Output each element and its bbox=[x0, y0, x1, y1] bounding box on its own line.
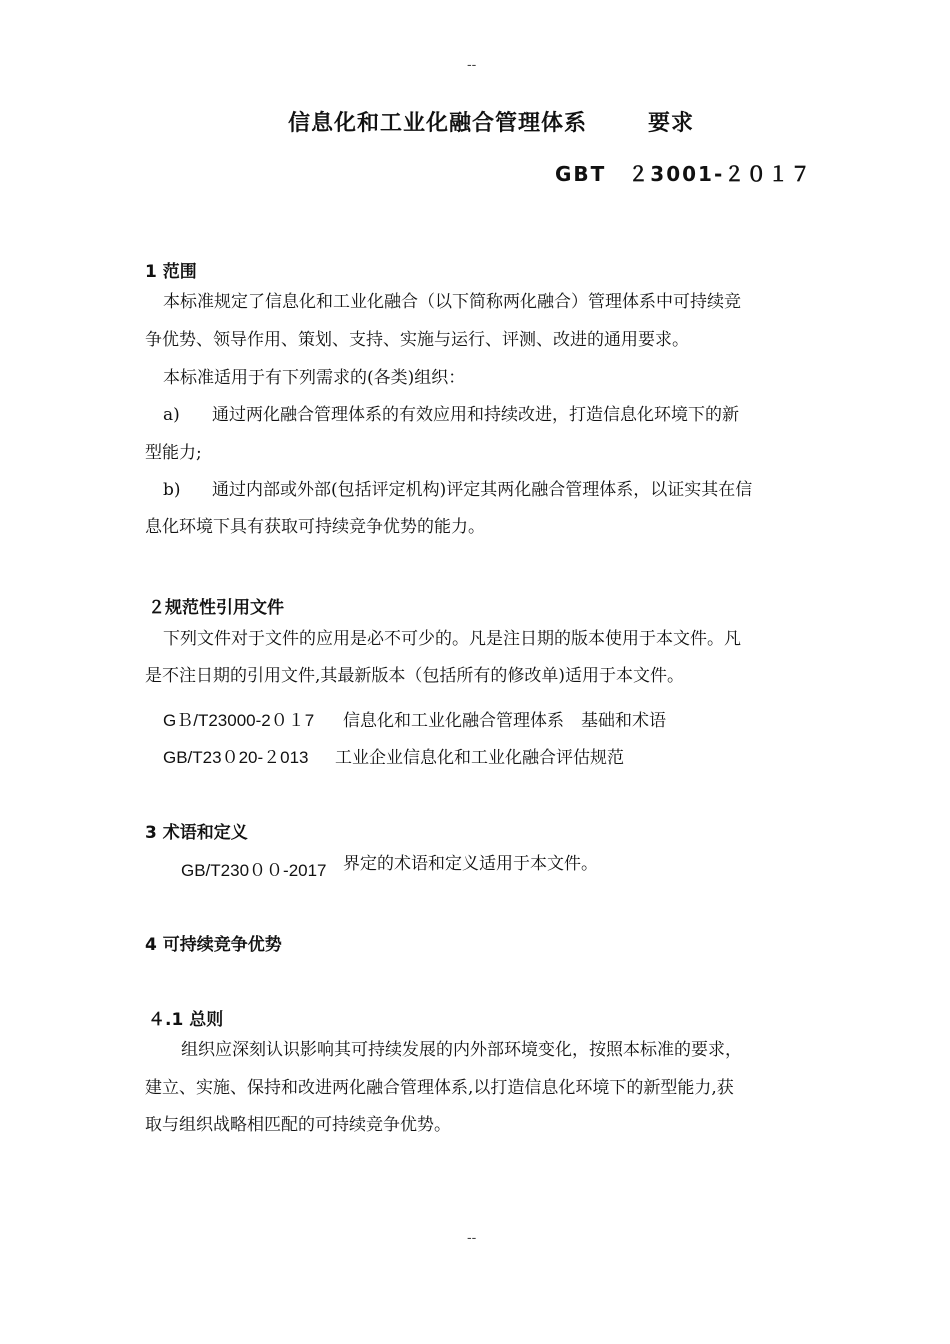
section-3-paragraph: 界定的术语和定义适用于本文件。 bbox=[343, 854, 598, 874]
section-2-heading: ２规范性引用文件 bbox=[148, 598, 284, 618]
item-a-line-1: 通过两化融合管理体系的有效应用和持续改进，打造信息化环境下的新 bbox=[212, 405, 739, 425]
item-b-line-1: 通过内部或外部(包括评定机构)评定其两化融合管理体系，以证实其在信 bbox=[212, 480, 753, 500]
item-a-line-2: 型能力; bbox=[145, 443, 202, 463]
section-1-paragraph-2: 本标准适用于有下列需求的(各类)组织： bbox=[163, 368, 466, 388]
section-3-reference-code: GB/T230００-2017 bbox=[181, 861, 327, 880]
section-1-paragraph-1-line-1: 本标准规定了信息化和工业化融合（以下简称两化融合）管理体系中可持续竞 bbox=[163, 292, 741, 312]
page-header-marker: -- bbox=[467, 56, 477, 72]
document-title-suffix: 要求 bbox=[648, 111, 695, 136]
section-4-1-paragraph-line-3: 取与组织战略相匹配的可持续竞争优势。 bbox=[145, 1115, 451, 1135]
reference-1-code: GＢ/T23000-2０１7 bbox=[163, 711, 315, 730]
reference-2-title: 工业企业信息化和工业化融合评估规范 bbox=[335, 748, 624, 768]
standard-number: GBT ２3001-２０１７ bbox=[555, 162, 813, 186]
section-4-heading: 4 可持续竞争优势 bbox=[145, 935, 282, 955]
reference-1-title: 信息化和工业化融合管理体系 基础和术语 bbox=[343, 711, 666, 731]
section-1-heading: 1 范围 bbox=[145, 262, 197, 282]
section-3-heading: 3 术语和定义 bbox=[145, 823, 248, 843]
section-1-paragraph-1-line-2: 争优势、领导作用、策划、支持、实施与运行、评测、改进的通用要求。 bbox=[145, 330, 689, 350]
section-4-1-paragraph-line-2: 建立、实施、保持和改进两化融合管理体系,以打造信息化环境下的新型能力,获 bbox=[145, 1078, 734, 1098]
item-b-label: b) bbox=[163, 480, 181, 500]
section-4-1-paragraph-line-1: 组织应深刻认识影响其可持续发展的内外部环境变化，按照本标准的要求， bbox=[181, 1040, 742, 1060]
reference-2-code: GB/T23０20-２013 bbox=[163, 748, 309, 767]
section-4-1-heading: ４.1 总则 bbox=[148, 1010, 224, 1030]
document-title: 信息化和工业化融合管理体系 bbox=[288, 111, 588, 136]
section-2-paragraph-line-1: 下列文件对于文件的应用是必不可少的。凡是注日期的版本使用于本文件。凡 bbox=[163, 629, 741, 649]
section-2-paragraph-line-2: 是不注日期的引用文件,其最新版本（包括所有的修改单)适用于本文件。 bbox=[145, 666, 685, 686]
page-footer-marker: -- bbox=[467, 1229, 477, 1245]
item-a-label: a) bbox=[163, 405, 180, 425]
item-b-line-2: 息化环境下具有获取可持续竞争优势的能力。 bbox=[145, 517, 485, 537]
